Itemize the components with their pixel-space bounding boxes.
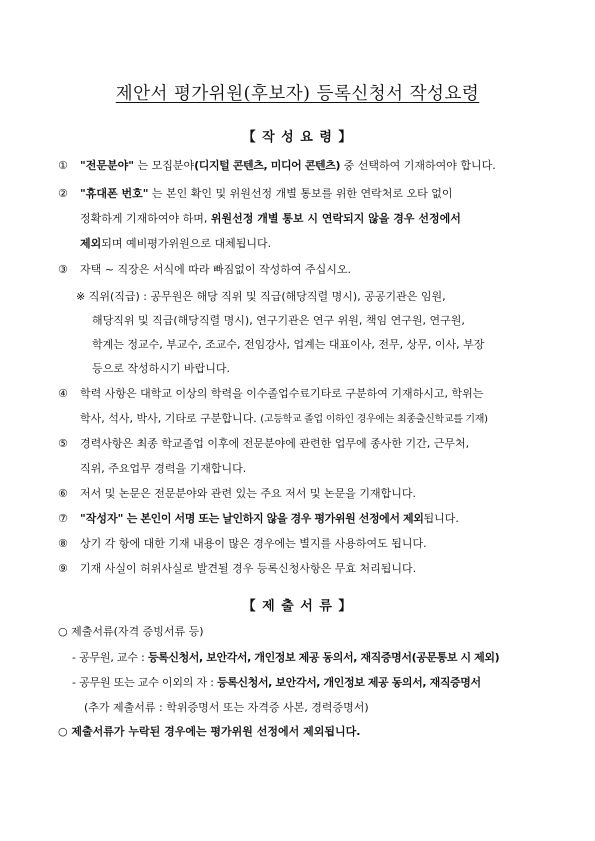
guide-item-6	[58, 486, 416, 502]
item-number: ⑥	[58, 487, 68, 500]
guide-item-3-note-line-1: ※ 직위(직급) : 공무원은 해당 직위 및 직급(해당직렬 명시), 공공기관은 임원,	[76, 290, 446, 303]
guide-item-3-note-line-3: 학계는 정교수, 부교수, 조교수, 전임강사, 업계는 대표이사, 전무, 상무, 이사, 부장	[92, 338, 485, 351]
guide-item-8	[58, 536, 427, 552]
item-text: 기재 사실이 허위사실로 발견될 경우 등록신청사항은 무효 처리됩니다.	[80, 562, 417, 575]
submission-additional-docs: (추가 제출서류 : 학위증명서 또는 자격증 사본, 경력증명서)	[84, 701, 369, 714]
submission-doc-list: 등록신청서, 보안각서, 개인정보 제공 동의서, 재직증명서(공문통보 시 제외)	[147, 651, 500, 664]
submission-warning: ○ 제출서류가 누락된 경우에는 평가위원 선정에서 제외됩니다.	[58, 725, 361, 738]
item-text: 는 본인 확인 및 위원선정 개별 통보를 위한 연락처로 오타 없이	[148, 187, 453, 200]
item-text: 상기 각 항에 대한 기재 내용이 많은 경우에는 별지를 사용하여도 됩니다.	[80, 537, 427, 550]
submission-target: - 공무원, 교수 :	[72, 651, 148, 664]
item-text: 는 모집분야	[133, 159, 195, 172]
quoted-term: "작성자"	[80, 512, 124, 525]
submission-doc-list: 등록신청서, 보안각서, 개인정보 제공 동의서, 재직증명서	[217, 676, 481, 689]
item-text: 경력사항은 최종 학교졸업 이후에 전문분야에 관련한 업무에 종사한 기간, 근무처,	[80, 437, 470, 450]
quoted-term: "전문분야"	[80, 159, 134, 172]
item-number: ②	[58, 187, 68, 200]
document-title-text: 제안서 평가위원(후보자) 등록신청서 작성요령	[115, 84, 480, 104]
item-text: 자택 ~ 직장은 서식에 따라 빠짐없이 작성하여 주십시오.	[80, 263, 351, 276]
emphasis-text: (디지털 콘텐츠, 미디어 콘텐츠)	[194, 159, 341, 172]
emphasis-text: 위원선정 개별 통보 시 연락되지 않을 경우 선정에서	[210, 212, 461, 225]
guide-item-2-line-2	[80, 211, 461, 227]
item-number: ①	[58, 159, 68, 172]
guide-item-1	[58, 158, 496, 174]
item-text: 중 선택하여 기재하여야 합니다.	[340, 159, 496, 172]
emphasis-text: 는 본인이 서명 또는 날인하지 않을 경우 평가위원 선정에서 제외	[123, 512, 424, 525]
guide-item-7	[58, 511, 459, 527]
quoted-term: "휴대폰 번호"	[80, 187, 149, 200]
guide-item-5-line-2: 직위, 주요업무 경력을 기재합니다.	[80, 462, 247, 475]
item-number: ⑧	[58, 537, 68, 550]
item-note: (고등학교 졸업 이하인 경우에는 최종출신학교를 기재)	[260, 414, 488, 425]
guide-item-4	[58, 386, 483, 402]
guide-item-5	[58, 436, 469, 452]
item-text: 정확하게 기재하여야 하며,	[80, 212, 211, 225]
item-number: ⑦	[58, 512, 68, 525]
item-text: 학사, 석사, 박사, 기타로 구분합니다.	[80, 412, 261, 425]
guide-item-2	[58, 186, 453, 202]
submission-line-officials	[72, 650, 499, 666]
submission-docs-heading: ○ 제출서류(자격 증빙서류 등)	[58, 625, 204, 638]
item-text: 학력 사항은 대학교 이상의 학력을 이수졸업수료기타로 구분하여 기재하시고, 학위는	[80, 387, 484, 400]
item-number: ③	[58, 263, 68, 276]
guide-item-4-line-2	[80, 411, 488, 428]
guide-item-9	[58, 561, 416, 577]
guide-item-3	[58, 262, 351, 278]
guide-item-3-note-line-4: 등으로 작성하시기 바랍니다.	[92, 362, 231, 375]
submission-line-others	[72, 675, 481, 691]
section-heading-writing-guide: 【 작 성 요 령 】	[242, 130, 353, 145]
submission-target: - 공무원 또는 교수 이외의 자 :	[72, 676, 218, 689]
item-number: ⑤	[58, 437, 68, 450]
section-heading-submission-docs: 【 제 출 서 류 】	[242, 599, 353, 614]
item-number: ④	[58, 387, 68, 400]
item-number: ⑨	[58, 562, 68, 575]
guide-item-2-line-3	[80, 236, 271, 252]
guide-item-3-note-line-2: 해당직위 및 직급(해당직렬 명시), 연구기관은 연구 위원, 책임 연구원, 연구원,	[92, 314, 465, 327]
item-text: 저서 및 논문은 전문분야와 관련 있는 주요 저서 및 논문을 기재합니다.	[80, 487, 416, 500]
document-title	[0, 82, 595, 106]
item-text: 됩니다.	[423, 512, 459, 525]
emphasis-text: 제외	[80, 237, 102, 250]
item-text: 되며 예비평가위원으로 대체됩니다.	[101, 237, 272, 250]
